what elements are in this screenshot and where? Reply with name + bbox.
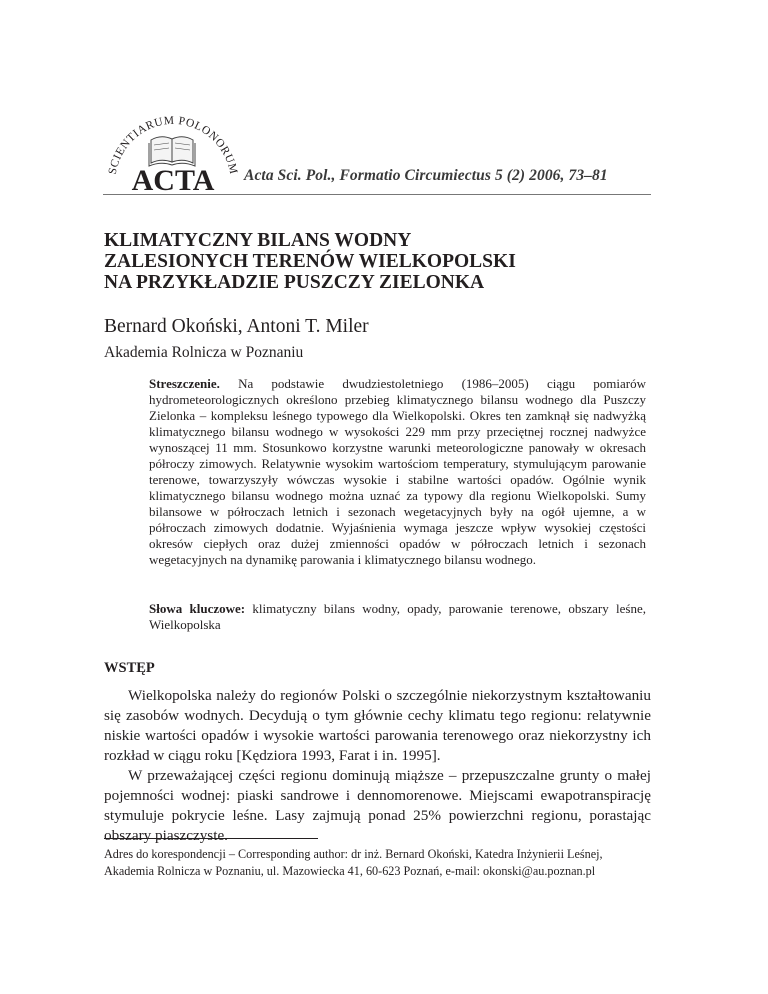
correspondence-footnote <box>104 846 664 880</box>
body-paragraph: Wielkopolska należy do regionów Polski o szczególnie niekorzystnym kształtowaniu się zasobów wodnych. Decydują o tym głównie cechy klimatu tego regionu: relatywnie niskie wartości opadów i wysokie wartości parowania terenowego oraz niekorzystny ich rozkład w ciągu roku [Kędziora 1993, Farat i in. 1995]. <box>104 687 651 764</box>
footnote-line: Akademia Rolnicza w Poznaniu, ul. Mazowiecka 41, 60-623 Poznań, e-mail: okonski@au.poznan.pl <box>104 864 596 878</box>
keywords-label: Słowa kluczowe: <box>149 601 246 616</box>
affiliation: Akademia Rolnicza w Poznaniu <box>104 344 304 361</box>
header-divider <box>103 194 651 195</box>
title-line: NA PRZYKŁADZIE PUSZCZY ZIELONKA <box>104 272 485 293</box>
footnote-divider <box>104 838 318 839</box>
journal-reference: Acta Sci. Pol., Formatio Circumiectus 5 (2) 2006, 73–81 <box>244 167 608 184</box>
article-title <box>104 230 664 293</box>
abstract-text: Na podstawie dwudziestoletniego (1986–2005) ciągu pomiarów hydrometeorologicznych określono przebieg klimatycznego bilansu wodnego dla Puszczy Zielonka – kompleksu leśnego typowego dla Wielkopolski. Okres ten zamknął się nadwyżką klimatycznego bilansu wodnego w wysokości 229 mm przy przeciętnej rocznej nadwyżce wynoszącej 11 mm. Stosunkowo korzystne warunki meteorologiczne panowały w okresach półroczy zimowych. Relatywnie wysokim wartościom temperatury, stymulującym parowanie terenowe, towarzyszyły wówczas wysokie i stabilne wartości opadów. Ogólnie wynik klimatycznego bilansu wodnego można uznać za typowy dla regionu Wielkopolski. Sumy bilansowe w półroczach letnich i sezonach wegetacyjnych były na ogół ujemne, a w półroczach zimowych dodatnie. Wyjaśnienia wymaga jeszcze wpływ wysokiej częstości okresów ciepłych oraz dużej zmienności opadów w półroczach letnich i sezonach wegetacyjnych na dynamikę parowania i klimatycznego bilansu wodnego. <box>149 376 646 567</box>
logo-arc-text: SCIENTIARUM POLONORUM <box>106 114 240 176</box>
journal-logo <box>103 112 243 192</box>
acta-logo-icon <box>103 112 243 192</box>
abstract-label: Streszczenie. <box>149 376 220 391</box>
body-paragraph: W przeważającej części regionu dominują miąższe – przepuszczalne grunty o małej pojemności wodnej: piaski sandrowe i dennomorenowe. Miejscami ewapotranspirację stymuluje pokrycie leśne. Lasy zajmują ponad 25% powierzchni regionu, porastając obszary piaszczyste. <box>104 767 651 844</box>
open-book-icon <box>149 137 195 166</box>
title-line: ZALESIONYCH TERENÓW WIELKOPOLSKI <box>104 251 516 272</box>
keywords-text: klimatyczny bilans wodny, opady, parowanie terenowe, obszary leśne, Wielkopolska <box>149 601 646 632</box>
keywords <box>149 601 646 633</box>
section-heading: WSTĘP <box>104 660 155 676</box>
title-line: KLIMATYCZNY BILANS WODNY <box>104 230 412 251</box>
footnote-line: Adres do korespondencji – Corresponding author: dr inż. Bernard Okoński, Katedra Inżynierii Leśnej, <box>104 847 603 861</box>
abstract <box>149 376 646 568</box>
authors: Bernard Okoński, Antoni T. Miler <box>104 316 369 337</box>
section-body <box>104 686 651 846</box>
logo-wordmark: ACTA <box>131 164 215 192</box>
